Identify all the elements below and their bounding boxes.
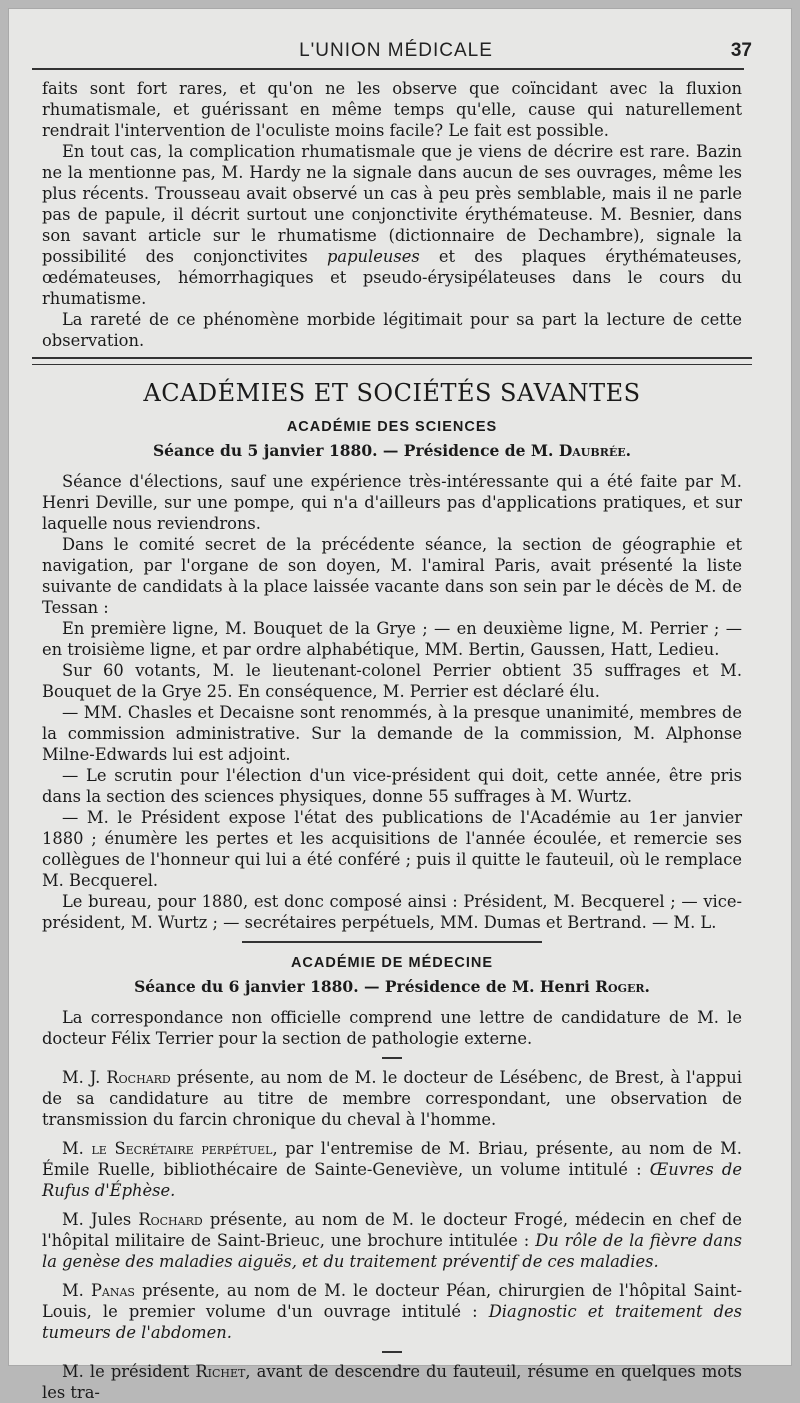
paragraph: M. le président Richet, avant de descendre du fauteuil, résume en quelques mots les tra- — [42, 1362, 742, 1402]
paragraph: M. Panas présente, au nom de M. le docteur Péan, chirurgien de l'hôpital Saint-Louis, le premier volume d'un ouvrage intitulé : Diagnostic et traitement des tumeurs de l'abdomen. — [42, 1281, 742, 1342]
paragraph: — Le scrutin pour l'élection d'un vice-président qui doit, cette année, être pris dans la section des sciences physiques, donne 55 suffrages à M. Wurtz. — [42, 766, 742, 806]
paragraph: M. le Secrétaire perpétuel, par l'entremise de M. Briau, présente, au nom de M. Émile Ruelle, bibliothécaire de Sainte-Geneviève, un volume intitulé : Œuvres de Rufus d'Éphèse. — [42, 1139, 742, 1200]
divider — [382, 1057, 402, 1059]
section-divider — [32, 357, 752, 365]
page-number: 37 — [730, 40, 752, 61]
paragraph: — M. le Président expose l'état des publications de l'Académie au 1er janvier 1880 ; énumère les pertes et les acquisitions de l'année écoulée, et remercie ses collègues de l'honneur qui lui a été conféré ; puis il quitte le fauteuil, où le remplace M. Becquerel. — [42, 808, 742, 890]
paragraph: La rareté de ce phénomène morbide légitimait pour sa part la lecture de cette observation. — [42, 310, 742, 350]
session-line: Séance du 6 janvier 1880. — Présidence de M. Henri Roger. — [134, 977, 650, 996]
paragraph: La correspondance non officielle comprend une lettre de candidature de M. le docteur Félix Terrier pour la section de pathologie externe. — [42, 1008, 742, 1048]
paragraph: Le bureau, pour 1880, est donc composé ainsi : Président, M. Becquerel ; — vice-président, M. Wurtz ; — secrétaires perpétuels, MM. Dumas et Bertrand. — M. L. — [42, 892, 742, 932]
academy-medecine-title: ACADÉMIE DE MÉDECINE — [290, 955, 494, 971]
paragraph: Sur 60 votants, M. le lieutenant-colonel Perrier obtient 35 suffrages et M. Bouquet de la Grye 25. En conséquence, M. Perrier est déclaré élu. — [42, 661, 742, 701]
journal-title: L'UNION MÉDICALE — [299, 40, 493, 61]
paragraph: Dans le comité secret de la précédente séance, la section de géographie et navigation, par l'organe de son doyen, M. l'amiral Paris, avait présenté la liste suivante de candidats à la place laissée vacante dans son sein par le décès de M. de Tessan : — [42, 535, 742, 617]
article-body — [42, 78, 742, 1403]
paragraph: M. J. Rochard présente, au nom de M. le docteur de Lésébenc, de Brest, à l'appui de sa candidature au titre de membre correspondant, une observation de transmission du farcin chronique du cheval à l'homme. — [42, 1068, 742, 1129]
divider — [382, 1351, 402, 1353]
section-title: ACADÉMIES ET SOCIÉTÉS SAVANTES — [143, 379, 641, 407]
paragraph: En première ligne, M. Bouquet de la Grye ; — en deuxième ligne, M. Perrier ; — en troisième ligne, et par ordre alphabétique, MM. Bertin, Gaussen, Hatt, Ledieu. — [42, 619, 742, 659]
header-rule — [32, 68, 744, 70]
session-line: Séance du 5 janvier 1880. — Présidence de M. Daubrée. — [152, 441, 632, 460]
paragraph: — MM. Chasles et Decaisne sont renommés, à la presque unanimité, membres de la commission administrative. Sur la demande de la commission, M. Alphonse Milne-Edwards lui est adjoint. — [42, 703, 742, 764]
paragraph: faits sont fort rares, et qu'on ne les observe que coïncidant avec la fluxion rhumatismale, et guérissant en même temps qu'elle, cause qui naturellement rendrait l'intervention de l'oculiste moins facile? Le fait est possible. — [42, 79, 742, 140]
paragraph: M. Jules Rochard présente, au nom de M. le docteur Frogé, médecin en chef de l'hôpital militaire de Saint-Brieuc, une brochure intitulée : Du rôle de la fièvre dans la genèse des maladies aiguës, et du traitement préventif de ces maladies. — [42, 1210, 742, 1271]
paragraph: En tout cas, la complication rhumatismale que je viens de décrire est rare. Bazin ne la mentionne pas, M. Hardy ne la signale dans aucun de ses ouvrages, même les plus récents. Trousseau avait observé un cas à peu près semblable, mais il ne parle pas de papule, il décrit surtout une conjonctivite érythémateuse. M. Besnier, dans son savant article sur le rhumatisme (dictionnaire de Dechambre), signale la possibilité des conjonctivites papuleuses et des plaques érythémateuses, œdémateuses, hémorrhagiques et pseudo-érysipélateuses dans le cours du rhumatisme. — [42, 142, 742, 308]
divider — [242, 941, 542, 943]
paragraph: Séance d'élections, sauf une expérience très-intéressante qui a été faite par M. Henri Deville, sur une pompe, qui n'a d'ailleurs pas d'applications pratiques, et sur laquelle nous reviendrons. — [42, 472, 742, 533]
academy-sciences-title: ACADÉMIE DES SCIENCES — [286, 419, 498, 435]
